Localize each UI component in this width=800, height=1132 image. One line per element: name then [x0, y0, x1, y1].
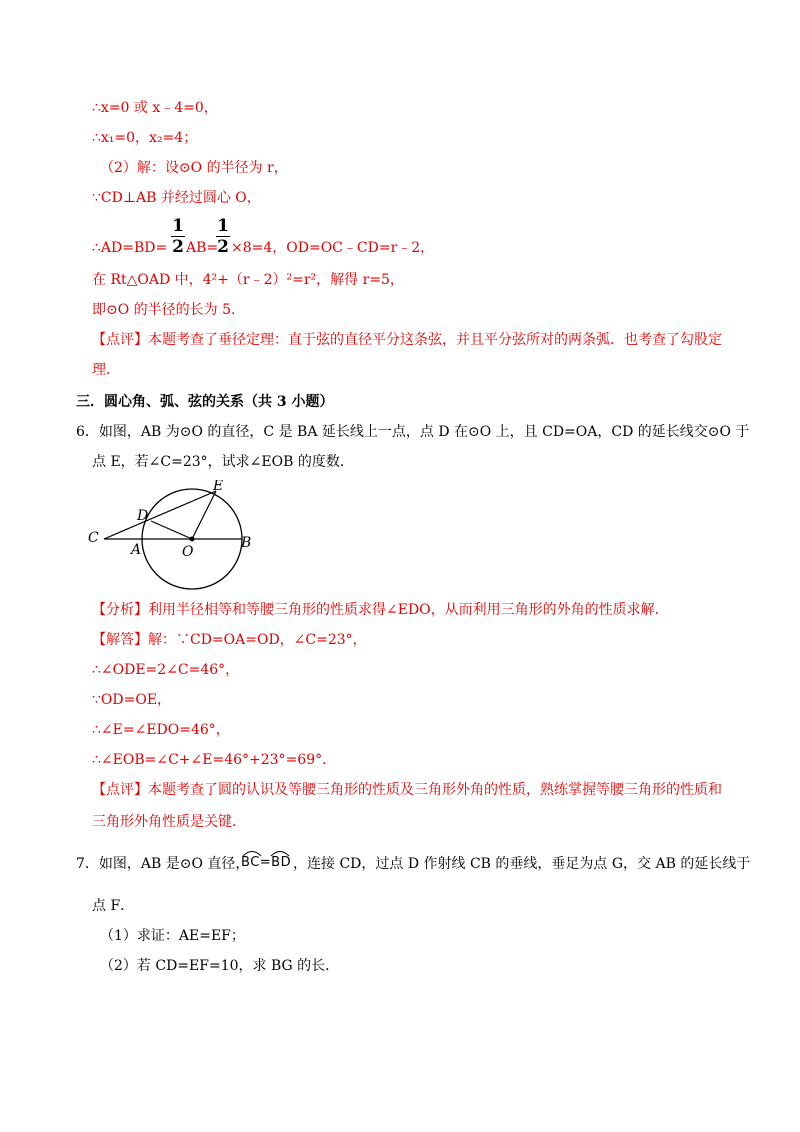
line-ce	[104, 491, 216, 539]
solution-part2-header: （2）解：设⊙O 的半径为 r，	[100, 160, 288, 176]
q6-geometry-figure	[84, 480, 264, 592]
solution-line-5a: ∴AD=BD=	[92, 240, 168, 256]
line-oe	[192, 491, 216, 539]
solution-line-6: 在 Rt△OAD 中，4²+（r﹣2）²=r²，解得 r=5，	[92, 272, 404, 288]
fraction-half-1	[171, 217, 185, 256]
q6-answer-4: ∴∠E=∠EDO=46°，	[92, 722, 230, 738]
label-b: B	[241, 535, 252, 551]
section-heading: 三．圆心角、弧、弦的关系（共 3 小题）	[76, 394, 334, 410]
fraction-numerator: 1	[217, 216, 229, 236]
solution-line-5b: AB=	[186, 240, 219, 256]
q6-line-2: 点 E，若∠C=23°，试求∠EOB 的度数．	[92, 454, 354, 470]
q7-part-1: （1）求证：AE=EF；	[100, 928, 245, 944]
q6-review-2: 三角形外角性质是关键．	[92, 814, 246, 830]
label-c: C	[88, 530, 99, 546]
q6-analysis: 【分析】利用半径相等和等腰三角形的性质求得∠EDO，从而利用三角形的外角的性质求解．	[92, 602, 669, 618]
fraction-half-2	[216, 217, 230, 256]
arc-equation	[241, 846, 293, 876]
q6-answer-3: ∵OD=OE，	[92, 692, 172, 708]
label-o: O	[182, 544, 194, 560]
review-line-1: 【点评】本题考查了垂径定理：直于弦的直径平分这条弦，并且平分弦所对的两条弧．也考查了勾股定	[92, 332, 722, 348]
q6-answer-2: ∴∠ODE=2∠C=46°，	[92, 662, 240, 678]
solution-line-7: 即⊙O 的半径的长为 5.	[92, 302, 236, 318]
fraction-numerator: 1	[172, 216, 184, 236]
q6-review-1: 【点评】本题考查了圆的认识及等腰三角形的性质及三角形外角的性质，熟练掌握等腰三角形的性质和	[92, 782, 722, 798]
center-point-o	[190, 537, 195, 542]
review-line-2: 理．	[92, 362, 120, 378]
fraction-denominator: 2	[172, 237, 184, 257]
q7-part-2: （2）若 CD=EF=10，求 BG 的长．	[100, 958, 340, 974]
label-d: D	[137, 508, 149, 524]
solution-line-5c: ×8=4，OD=OC﹣CD=r﹣2，	[231, 240, 435, 256]
q7-line-1a: 7．如图，AB 是⊙O 直径，	[76, 856, 250, 872]
q7-line-1b: ，连接 CD，过点 D 作射线 CB 的垂线，垂足为点 G，交 AB 的延长线于	[293, 856, 751, 872]
q6-answer-1: 【解答】解：∵CD=OA=OD，∠C=23°，	[92, 632, 367, 648]
label-e: E	[213, 480, 224, 494]
line-od	[151, 521, 192, 539]
solution-line-1: ∴x=0 或 x﹣4=0，	[92, 100, 218, 116]
q6-answer-5: ∴∠EOB=∠C+∠E=46°+23°=69°．	[92, 752, 337, 768]
solution-line-4: ∵CD⊥AB 并经过圆心 O，	[92, 190, 261, 206]
q6-line-1: 6．如图，AB 为⊙O 的直径，C 是 BA 延长线上一点，点 D 在⊙O 上，且 CD=OA，CD 的延长线交⊙O 于	[76, 424, 750, 440]
arc-equation-text: BC=BD	[241, 855, 292, 870]
q7-line-2: 点 F．	[92, 898, 135, 914]
solution-line-2: ∴x₁=0，x₂=4；	[92, 130, 198, 146]
fraction-denominator: 2	[217, 237, 229, 257]
label-a: A	[131, 542, 142, 558]
